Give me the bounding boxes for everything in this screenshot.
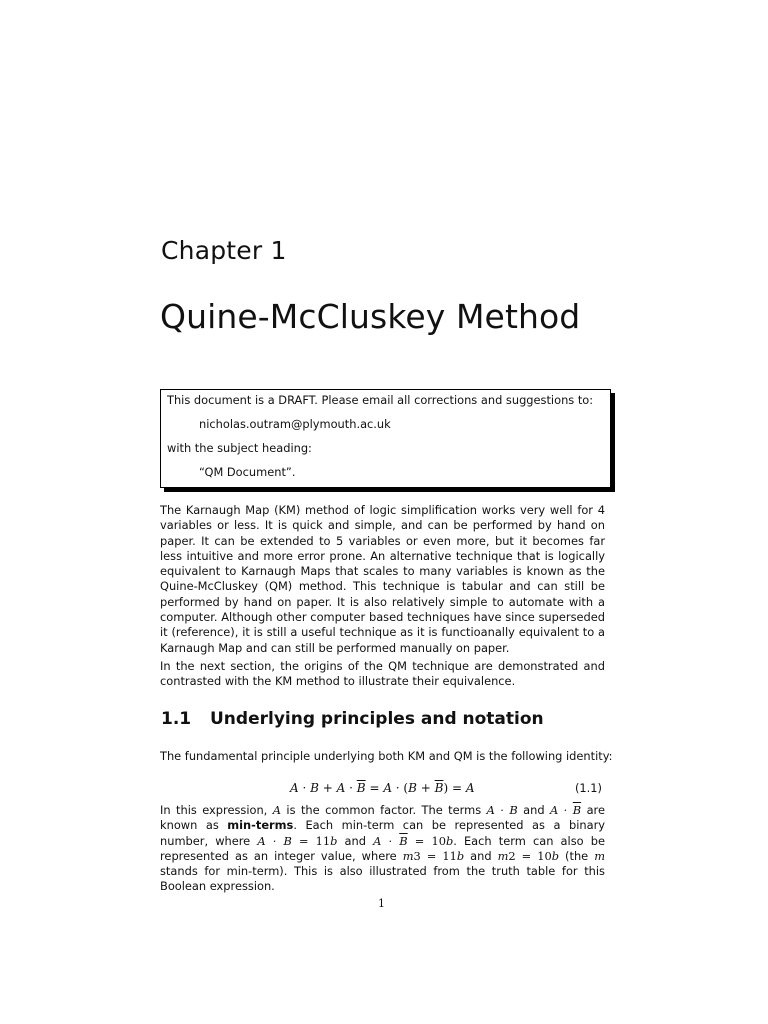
principle-sentence: The fundamental principle underlying both KM and QM is the following identity: bbox=[160, 749, 613, 763]
identity-equation: $A \cdot B + A \cdot \overline{B} = A \cdot (B + \overline{B}) = A$ bbox=[290, 781, 475, 795]
min-terms-term: min-terms bbox=[227, 818, 294, 833]
chapter-title: Quine-McCluskey Method bbox=[160, 297, 581, 336]
section-title: Underlying principles and notation bbox=[210, 709, 544, 729]
section-heading bbox=[161, 709, 544, 729]
draft-note-line: This document is a DRAFT. Please email all corrections and suggestions to: bbox=[167, 393, 594, 407]
draft-note-box bbox=[160, 389, 611, 488]
explanation-paragraph: In this expression, A is the common factor. The terms A · B and $A \cdot \overline{B}$ are known as min-terms. Each min-term can be represented as a binary number, where A · B = 11b and $A \cdot \overline{B} = 10b$. Each term can also be represented as an integer value, where m3 = 11b and m2 = 10b (the m stands for min-term). This is also illustrated from the truth table for this Boolean expression. bbox=[160, 803, 606, 894]
section-number: 1.1 bbox=[161, 709, 192, 729]
intro-paragraph: In the next section, the origins of the QM technique are demonstrated and contrasted with the KM method to illustrate their equivalence. bbox=[160, 658, 605, 689]
page-number: 1 bbox=[378, 897, 385, 910]
equation-1-1 bbox=[160, 781, 605, 799]
chapter-label: Chapter 1 bbox=[161, 236, 287, 265]
draft-note-subject: “QM Document”. bbox=[199, 465, 296, 479]
draft-note-subject-label: with the subject heading: bbox=[167, 441, 312, 455]
draft-note-email: nicholas.outram@plymouth.ac.uk bbox=[199, 417, 391, 431]
intro-paragraph: The Karnaugh Map (KM) method of logic simplification works very well for 4 variables or less. It is quick and simple, and can be performed by hand on paper. It can be extended to 5 variables or even more, but it becomes far less intuitive and more error prone. An alternative technique that is logically equivalent to Karnaugh Maps that scales to many variables is known as the Quine-McCluskey (QM) method. This technique is tabular and can still be performed by hand on paper. It is also relatively simple to automate with a computer. Although other computer based techniques have since superseded it (reference), it is still a useful technique as it is functioanally equivalent to a Karnaugh Map and can still be performed manually on paper. bbox=[160, 503, 605, 655]
intro-text bbox=[160, 503, 605, 690]
equation-number: (1.1) bbox=[574, 781, 602, 795]
